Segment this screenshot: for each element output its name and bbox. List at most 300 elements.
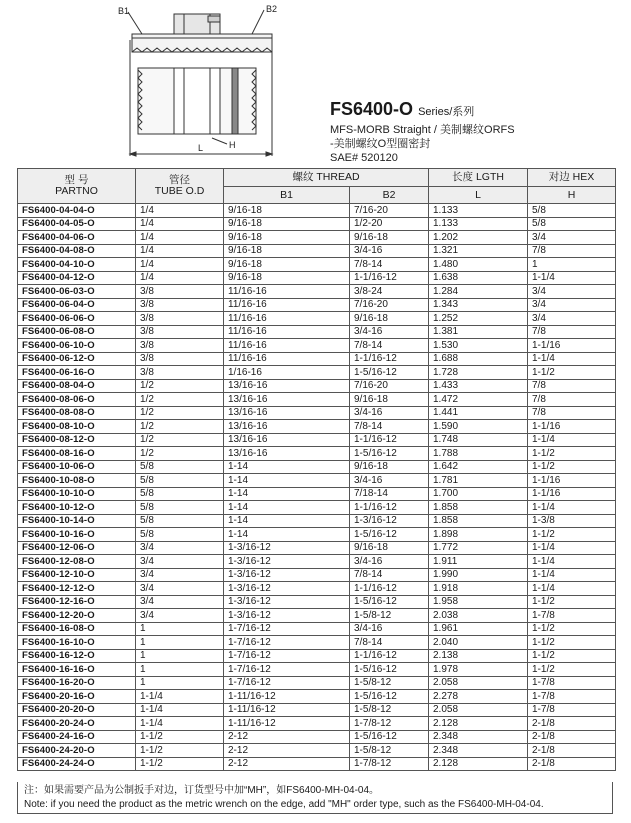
hex-h-cell: 1-1/4 <box>528 555 616 569</box>
hex-h-cell: 1-7/8 <box>528 676 616 690</box>
tube-od-cell: 1-1/4 <box>136 703 224 717</box>
hex-h-cell: 1-1/4 <box>528 541 616 555</box>
table-row <box>18 271 616 285</box>
part-number-cell: FS6400-10-12-O <box>18 501 136 515</box>
header-tube-cn: 管径 <box>169 174 190 186</box>
hex-h-cell: 1-1/4 <box>528 568 616 582</box>
part-number-cell: FS6400-16-16-O <box>18 663 136 677</box>
hex-h-cell: 7/8 <box>528 406 616 420</box>
table-row <box>18 231 616 245</box>
part-number-cell: FS6400-06-04-O <box>18 298 136 312</box>
tube-od-cell: 3/8 <box>136 339 224 353</box>
table-row <box>18 244 616 258</box>
tube-od-cell: 3/4 <box>136 595 224 609</box>
series-code: FS6400-O <box>330 99 414 119</box>
thread-b2-cell: 7/16-20 <box>350 379 429 393</box>
header-tube-en: TUBE O.D <box>154 185 205 197</box>
subtitle-line-2: -美制螺纹O型圈密封 <box>330 138 431 150</box>
header-b2: B2 <box>350 187 429 204</box>
thread-b2-cell: 7/16-20 <box>350 204 429 218</box>
part-number-cell: FS6400-06-12-O <box>18 352 136 366</box>
thread-b1-cell: 1-7/16-12 <box>224 636 350 650</box>
table-row <box>18 717 616 731</box>
tube-od-cell: 1/4 <box>136 244 224 258</box>
tube-od-cell: 3/8 <box>136 298 224 312</box>
part-number-cell: FS6400-04-04-O <box>18 204 136 218</box>
table-row <box>18 325 616 339</box>
note-cn: 注：如果需要产品为公制扳手对边，订货型号中加“MH”，如FS6400-MH-04-04。 <box>24 785 380 796</box>
tube-od-cell: 1 <box>136 622 224 636</box>
hex-h-cell: 1-1/2 <box>528 595 616 609</box>
thread-b2-cell: 1-1/16-12 <box>350 433 429 447</box>
part-number-cell: FS6400-24-16-O <box>18 730 136 744</box>
part-number-cell: FS6400-20-16-O <box>18 690 136 704</box>
thread-b1-cell: 9/16-18 <box>224 231 350 245</box>
thread-b2-cell: 7/8-14 <box>350 636 429 650</box>
thread-b2-cell: 7/8-14 <box>350 258 429 272</box>
thread-b1-cell: 1-14 <box>224 528 350 542</box>
tube-od-cell: 3/4 <box>136 582 224 596</box>
thread-b1-cell: 13/16-16 <box>224 406 350 420</box>
length-l-cell: 1.638 <box>429 271 528 285</box>
subtitle-line-1: MFS-MORB Straight / 美制螺纹ORFS <box>330 124 515 136</box>
hex-h-cell: 7/8 <box>528 393 616 407</box>
length-l-cell: 2.040 <box>429 636 528 650</box>
thread-b1-cell: 11/16-16 <box>224 325 350 339</box>
part-number-cell: FS6400-10-16-O <box>18 528 136 542</box>
table-row <box>18 649 616 663</box>
part-number-cell: FS6400-10-06-O <box>18 460 136 474</box>
thread-b1-cell: 13/16-16 <box>224 447 350 461</box>
thread-b2-cell: 1-5/8-12 <box>350 744 429 758</box>
thread-b2-cell: 9/16-18 <box>350 541 429 555</box>
thread-b2-cell: 1-5/8-12 <box>350 609 429 623</box>
tube-od-cell: 3/4 <box>136 609 224 623</box>
tube-od-cell: 5/8 <box>136 514 224 528</box>
thread-b2-cell: 1-1/16-12 <box>350 649 429 663</box>
hex-h-cell: 3/4 <box>528 231 616 245</box>
tube-od-cell: 1/4 <box>136 204 224 218</box>
tube-od-cell: 5/8 <box>136 460 224 474</box>
thread-b1-cell: 11/16-16 <box>224 298 350 312</box>
hex-h-cell: 1-1/2 <box>528 366 616 380</box>
part-number-cell: FS6400-12-06-O <box>18 541 136 555</box>
tube-od-cell: 1-1/2 <box>136 730 224 744</box>
part-number-cell: FS6400-10-10-O <box>18 487 136 501</box>
length-l-cell: 1.781 <box>429 474 528 488</box>
header-hex: 对边 HEX <box>528 169 616 187</box>
header-h: H <box>528 187 616 204</box>
tube-od-cell: 1/4 <box>136 217 224 231</box>
part-number-cell: FS6400-16-20-O <box>18 676 136 690</box>
notes <box>17 782 613 814</box>
thread-b1-cell: 1-14 <box>224 460 350 474</box>
table-row <box>18 528 616 542</box>
table-row <box>18 757 616 771</box>
table-row <box>18 730 616 744</box>
tube-od-cell: 1-1/2 <box>136 744 224 758</box>
hex-h-cell: 1-1/4 <box>528 352 616 366</box>
table-row <box>18 514 616 528</box>
table-row <box>18 541 616 555</box>
tube-od-cell: 5/8 <box>136 474 224 488</box>
thread-b2-cell: 3/8-24 <box>350 285 429 299</box>
thread-b2-cell: 1-1/16-12 <box>350 352 429 366</box>
thread-b1-cell: 13/16-16 <box>224 433 350 447</box>
tube-od-cell: 1 <box>136 663 224 677</box>
hex-h-cell: 1-7/8 <box>528 609 616 623</box>
thread-b2-cell: 1-5/16-12 <box>350 663 429 677</box>
part-number-cell: FS6400-06-10-O <box>18 339 136 353</box>
part-number-cell: FS6400-08-12-O <box>18 433 136 447</box>
thread-b1-cell: 1-3/16-12 <box>224 595 350 609</box>
table-row <box>18 663 616 677</box>
length-l-cell: 1.911 <box>429 555 528 569</box>
table-row <box>18 636 616 650</box>
table-row <box>18 258 616 272</box>
table-row <box>18 555 616 569</box>
hex-h-cell: 1-1/2 <box>528 622 616 636</box>
part-number-cell: FS6400-12-16-O <box>18 595 136 609</box>
thread-b1-cell: 9/16-18 <box>224 244 350 258</box>
hex-h-cell: 5/8 <box>528 204 616 218</box>
tube-od-cell: 1/2 <box>136 433 224 447</box>
length-l-cell: 1.748 <box>429 433 528 447</box>
spec-table <box>17 168 616 771</box>
thread-b2-cell: 9/16-18 <box>350 312 429 326</box>
table-row <box>18 622 616 636</box>
table-row <box>18 406 616 420</box>
length-l-cell: 1.433 <box>429 379 528 393</box>
part-number-cell: FS6400-06-08-O <box>18 325 136 339</box>
thread-b1-cell: 13/16-16 <box>224 379 350 393</box>
thread-b2-cell: 1-5/16-12 <box>350 528 429 542</box>
length-l-cell: 2.058 <box>429 703 528 717</box>
hex-h-cell: 1-1/2 <box>528 636 616 650</box>
tube-od-cell: 1/4 <box>136 258 224 272</box>
table-row <box>18 676 616 690</box>
length-l-cell: 1.202 <box>429 231 528 245</box>
length-l-cell: 1.381 <box>429 325 528 339</box>
hex-h-cell: 7/8 <box>528 244 616 258</box>
thread-b2-cell: 1-3/16-12 <box>350 514 429 528</box>
subtitle-line-3: SAE# 520120 <box>330 152 398 164</box>
hex-h-cell: 3/4 <box>528 312 616 326</box>
note-en: Note: if you need the product as the metric wrench on the edge, add "MH" order type, such as the FS6400-MH-04-04. <box>24 799 544 810</box>
tube-od-cell: 1/2 <box>136 406 224 420</box>
part-number-cell: FS6400-08-16-O <box>18 447 136 461</box>
tube-od-cell: 1-1/4 <box>136 690 224 704</box>
thread-b2-cell: 7/8-14 <box>350 420 429 434</box>
thread-b2-cell: 1-7/8-12 <box>350 717 429 731</box>
part-number-cell: FS6400-06-06-O <box>18 312 136 326</box>
length-l-cell: 1.472 <box>429 393 528 407</box>
length-l-cell: 1.688 <box>429 352 528 366</box>
table-row <box>18 690 616 704</box>
thread-b2-cell: 1-5/8-12 <box>350 703 429 717</box>
thread-b2-cell: 7/8-14 <box>350 568 429 582</box>
label-h: H <box>229 140 236 150</box>
thread-b1-cell: 2-12 <box>224 757 350 771</box>
thread-b1-cell: 1/16-16 <box>224 366 350 380</box>
hex-h-cell: 2-1/8 <box>528 730 616 744</box>
part-number-cell: FS6400-04-12-O <box>18 271 136 285</box>
thread-b2-cell: 3/4-16 <box>350 244 429 258</box>
thread-b2-cell: 3/4-16 <box>350 555 429 569</box>
table-row <box>18 204 616 218</box>
part-number-cell: FS6400-08-10-O <box>18 420 136 434</box>
hex-h-cell: 1-7/8 <box>528 703 616 717</box>
tube-od-cell: 3/8 <box>136 325 224 339</box>
length-l-cell: 1.530 <box>429 339 528 353</box>
part-number-cell: FS6400-08-04-O <box>18 379 136 393</box>
table-row <box>18 312 616 326</box>
thread-b2-cell: 1-5/16-12 <box>350 366 429 380</box>
tube-od-cell: 3/4 <box>136 555 224 569</box>
tube-od-cell: 3/4 <box>136 568 224 582</box>
table-row <box>18 501 616 515</box>
length-l-cell: 2.348 <box>429 730 528 744</box>
tube-od-cell: 1-1/2 <box>136 757 224 771</box>
table-row <box>18 298 616 312</box>
length-l-cell: 1.321 <box>429 244 528 258</box>
part-number-cell: FS6400-04-06-O <box>18 231 136 245</box>
thread-b2-cell: 9/16-18 <box>350 393 429 407</box>
thread-b1-cell: 1-3/16-12 <box>224 582 350 596</box>
part-number-cell: FS6400-16-10-O <box>18 636 136 650</box>
tube-od-cell: 1-1/4 <box>136 717 224 731</box>
header-part-cn: 型 号 <box>64 174 89 186</box>
tube-od-cell: 3/8 <box>136 352 224 366</box>
tube-od-cell: 1/2 <box>136 379 224 393</box>
thread-b2-cell: 7/8-14 <box>350 339 429 353</box>
length-l-cell: 1.700 <box>429 487 528 501</box>
part-number-cell: FS6400-12-08-O <box>18 555 136 569</box>
hex-h-cell: 1-1/16 <box>528 339 616 353</box>
length-l-cell: 1.252 <box>429 312 528 326</box>
thread-b1-cell: 1-14 <box>224 501 350 515</box>
thread-b2-cell: 1-1/16-12 <box>350 582 429 596</box>
thread-b2-cell: 9/16-18 <box>350 460 429 474</box>
tube-od-cell: 1 <box>136 649 224 663</box>
part-number-cell: FS6400-16-12-O <box>18 649 136 663</box>
thread-b1-cell: 1-7/16-12 <box>224 663 350 677</box>
thread-b2-cell: 1-5/16-12 <box>350 447 429 461</box>
length-l-cell: 1.133 <box>429 204 528 218</box>
table-row <box>18 393 616 407</box>
length-l-cell: 2.138 <box>429 649 528 663</box>
header-b1: B1 <box>224 187 350 204</box>
hex-h-cell: 1-1/4 <box>528 582 616 596</box>
part-number-cell: FS6400-04-10-O <box>18 258 136 272</box>
fitting-diagram <box>92 4 302 164</box>
hex-h-cell: 3/4 <box>528 298 616 312</box>
length-l-cell: 1.772 <box>429 541 528 555</box>
label-b1: B1 <box>118 6 130 16</box>
tube-od-cell: 1/4 <box>136 271 224 285</box>
table-row <box>18 366 616 380</box>
table-row <box>18 487 616 501</box>
thread-b1-cell: 13/16-16 <box>224 420 350 434</box>
part-number-cell: FS6400-08-08-O <box>18 406 136 420</box>
length-l-cell: 1.858 <box>429 501 528 515</box>
tube-od-cell: 1 <box>136 676 224 690</box>
header-part-en: PARTNO <box>55 185 98 197</box>
tube-od-cell: 3/4 <box>136 541 224 555</box>
thread-b1-cell: 1-11/16-12 <box>224 703 350 717</box>
length-l-cell: 1.284 <box>429 285 528 299</box>
thread-b1-cell: 2-12 <box>224 730 350 744</box>
part-number-cell: FS6400-06-03-O <box>18 285 136 299</box>
part-number-cell: FS6400-04-05-O <box>18 217 136 231</box>
length-l-cell: 2.038 <box>429 609 528 623</box>
length-l-cell: 1.788 <box>429 447 528 461</box>
thread-b2-cell: 1-7/8-12 <box>350 757 429 771</box>
hex-h-cell: 1-7/8 <box>528 690 616 704</box>
series-suffix: Series/系列 <box>418 106 475 118</box>
table-row <box>18 433 616 447</box>
thread-b1-cell: 1-7/16-12 <box>224 649 350 663</box>
part-number-cell: FS6400-12-10-O <box>18 568 136 582</box>
thread-b1-cell: 11/16-16 <box>224 339 350 353</box>
thread-b2-cell: 1-1/16-12 <box>350 271 429 285</box>
length-l-cell: 1.133 <box>429 217 528 231</box>
thread-b2-cell: 1/2-20 <box>350 217 429 231</box>
thread-b2-cell: 3/4-16 <box>350 406 429 420</box>
tube-od-cell: 1/2 <box>136 420 224 434</box>
header-tube <box>136 169 224 204</box>
hex-h-cell: 1-1/4 <box>528 433 616 447</box>
length-l-cell: 1.728 <box>429 366 528 380</box>
thread-b1-cell: 13/16-16 <box>224 393 350 407</box>
hex-h-cell: 1-3/8 <box>528 514 616 528</box>
header-thread: 螺纹 THREAD <box>224 169 429 187</box>
table-row <box>18 744 616 758</box>
thread-b1-cell: 1-14 <box>224 487 350 501</box>
thread-b1-cell: 1-14 <box>224 514 350 528</box>
hex-h-cell: 7/8 <box>528 325 616 339</box>
hex-h-cell: 1-1/16 <box>528 487 616 501</box>
length-l-cell: 1.961 <box>429 622 528 636</box>
thread-b2-cell: 3/4-16 <box>350 622 429 636</box>
length-l-cell: 2.128 <box>429 717 528 731</box>
hex-h-cell: 1-1/2 <box>528 460 616 474</box>
tube-od-cell: 3/8 <box>136 312 224 326</box>
thread-b1-cell: 1-3/16-12 <box>224 609 350 623</box>
hex-h-cell: 2-1/8 <box>528 744 616 758</box>
tube-od-cell: 1 <box>136 636 224 650</box>
thread-b2-cell: 7/18-14 <box>350 487 429 501</box>
header-part <box>18 169 136 204</box>
thread-b2-cell: 9/16-18 <box>350 231 429 245</box>
table-row <box>18 595 616 609</box>
part-number-cell: FS6400-20-24-O <box>18 717 136 731</box>
hex-h-cell: 1-1/2 <box>528 447 616 461</box>
tube-od-cell: 1/2 <box>136 393 224 407</box>
thread-b1-cell: 1-14 <box>224 474 350 488</box>
thread-b2-cell: 7/16-20 <box>350 298 429 312</box>
thread-b1-cell: 9/16-18 <box>224 217 350 231</box>
thread-b1-cell: 11/16-16 <box>224 312 350 326</box>
hex-h-cell: 5/8 <box>528 217 616 231</box>
part-number-cell: FS6400-12-12-O <box>18 582 136 596</box>
length-l-cell: 1.343 <box>429 298 528 312</box>
table-row <box>18 447 616 461</box>
tube-od-cell: 5/8 <box>136 501 224 515</box>
table-row <box>18 217 616 231</box>
thread-b1-cell: 11/16-16 <box>224 352 350 366</box>
thread-b1-cell: 9/16-18 <box>224 204 350 218</box>
thread-b1-cell: 1-11/16-12 <box>224 717 350 731</box>
part-number-cell: FS6400-04-08-O <box>18 244 136 258</box>
thread-b1-cell: 1-3/16-12 <box>224 555 350 569</box>
hex-h-cell: 2-1/8 <box>528 717 616 731</box>
label-l: L <box>198 143 204 153</box>
length-l-cell: 1.918 <box>429 582 528 596</box>
thread-b1-cell: 9/16-18 <box>224 271 350 285</box>
label-b2: B2 <box>266 4 278 14</box>
tube-od-cell: 1/4 <box>136 231 224 245</box>
thread-b1-cell: 1-7/16-12 <box>224 622 350 636</box>
thread-b2-cell: 3/4-16 <box>350 325 429 339</box>
thread-b2-cell: 1-5/8-12 <box>350 676 429 690</box>
length-l-cell: 1.642 <box>429 460 528 474</box>
tube-od-cell: 3/8 <box>136 366 224 380</box>
header-length: 长度 LGTH <box>429 169 528 187</box>
tube-od-cell: 3/8 <box>136 285 224 299</box>
thread-b1-cell: 11/16-16 <box>224 285 350 299</box>
thread-b2-cell: 1-5/16-12 <box>350 595 429 609</box>
hex-h-cell: 1-1/2 <box>528 649 616 663</box>
hex-h-cell: 3/4 <box>528 285 616 299</box>
length-l-cell: 1.898 <box>429 528 528 542</box>
length-l-cell: 1.590 <box>429 420 528 434</box>
table-row <box>18 609 616 623</box>
part-number-cell: FS6400-06-16-O <box>18 366 136 380</box>
table-row <box>18 379 616 393</box>
length-l-cell: 1.958 <box>429 595 528 609</box>
tube-od-cell: 5/8 <box>136 528 224 542</box>
spec-table-body <box>18 204 616 771</box>
hex-h-cell: 2-1/8 <box>528 757 616 771</box>
length-l-cell: 2.058 <box>429 676 528 690</box>
table-row <box>18 420 616 434</box>
part-number-cell: FS6400-12-20-O <box>18 609 136 623</box>
length-l-cell: 2.348 <box>429 744 528 758</box>
tube-od-cell: 1/2 <box>136 447 224 461</box>
part-number-cell: FS6400-10-14-O <box>18 514 136 528</box>
length-l-cell: 1.858 <box>429 514 528 528</box>
header-l: L <box>429 187 528 204</box>
length-l-cell: 1.990 <box>429 568 528 582</box>
table-row <box>18 285 616 299</box>
hex-h-cell: 7/8 <box>528 379 616 393</box>
part-number-cell: FS6400-20-20-O <box>18 703 136 717</box>
part-number-cell: FS6400-10-08-O <box>18 474 136 488</box>
tube-od-cell: 5/8 <box>136 487 224 501</box>
table-row <box>18 339 616 353</box>
length-l-cell: 1.441 <box>429 406 528 420</box>
series-title <box>330 98 620 123</box>
thread-b2-cell: 1-5/16-12 <box>350 690 429 704</box>
thread-b1-cell: 2-12 <box>224 744 350 758</box>
hex-h-cell: 1-1/16 <box>528 420 616 434</box>
table-row <box>18 352 616 366</box>
thread-b2-cell: 1-1/16-12 <box>350 501 429 515</box>
thread-b1-cell: 1-3/16-12 <box>224 541 350 555</box>
hex-h-cell: 1-1/16 <box>528 474 616 488</box>
part-number-cell: FS6400-24-24-O <box>18 757 136 771</box>
